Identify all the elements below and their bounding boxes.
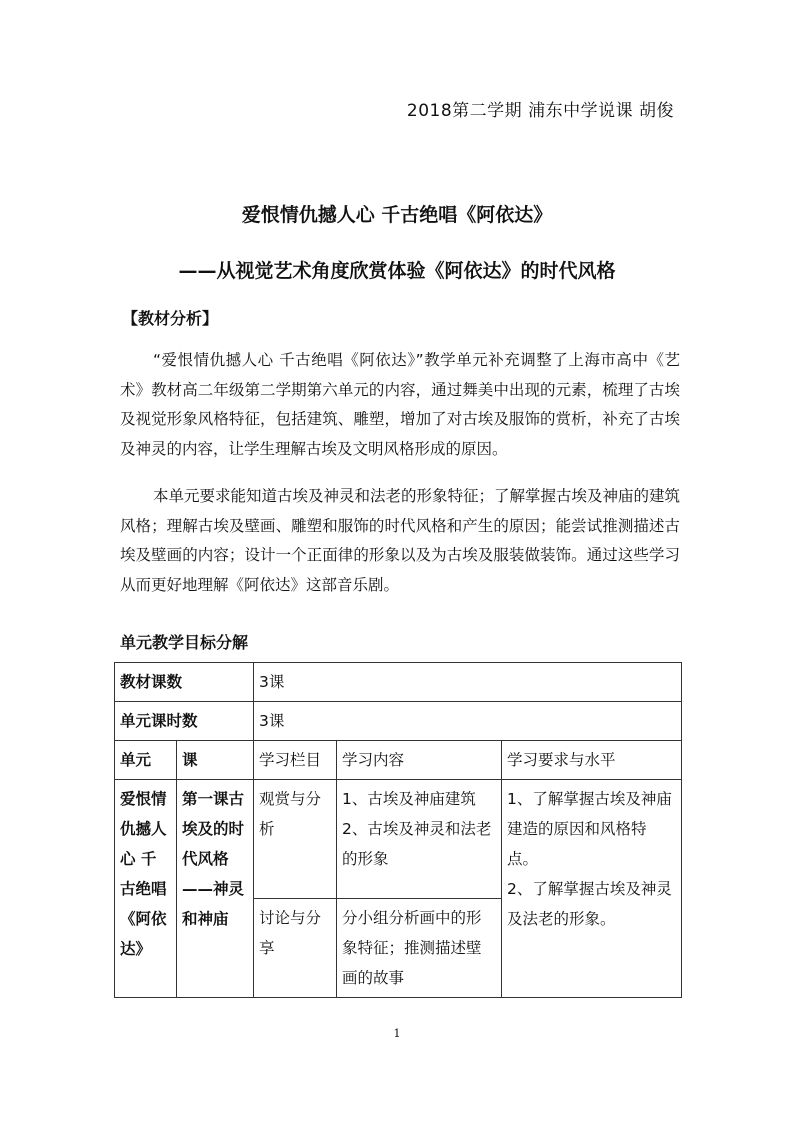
study-column-cell: 观赏与分析 [254, 780, 337, 899]
study-content-cell: 分小组分析画中的形象特征；推测描述壁画的故事 [337, 899, 502, 998]
document-header: 2018第二学期 浦东中学说课 胡俊 [406, 101, 674, 121]
header-lesson: 课 [177, 741, 254, 780]
table-row [115, 663, 682, 702]
header-content: 学习内容 [337, 741, 502, 780]
study-requirement-cell: 1、了解掌握古埃及神庙建造的原因和风格特点。 2、了解掌握古埃及神灵及法老的形象。 [502, 780, 682, 998]
paragraph-material-analysis-1: “爱恨情仇撼人心 千古绝唱《阿依达》”教学单元补充调整了上海市高中《艺术》教材高二年级第二学期第六单元的内容，通过舞美中出现的元素，梳理了古埃及视觉形象风格特征，包括建筑、雕塑，增加了对古埃及服饰的赏析，补充了古埃及神灵的内容，让学生理解古埃及文明风格形成的原因。 [120, 351, 680, 458]
table-header-row [115, 741, 682, 780]
table-row [115, 780, 682, 899]
study-content-cell: 1、古埃及神庙建筑 2、古埃及神灵和法老的形象 [337, 780, 502, 899]
unit-hours-label: 单元课时数 [115, 702, 254, 741]
header-unit: 单元 [115, 741, 177, 780]
study-column-cell: 讨论与分享 [254, 899, 337, 998]
header-column: 学习栏目 [254, 741, 337, 780]
document-subtitle: ——从视觉艺术角度欣赏体验《阿依达》的时代风格 [178, 260, 616, 282]
section-heading-material-analysis: 【教材分析】 [122, 309, 219, 328]
unit-name-cell: 爱恨情仇撼人心 千古绝唱《阿依达》 [115, 780, 177, 998]
unit-goals-table [114, 662, 682, 998]
header-requirement: 学习要求与水平 [502, 741, 682, 780]
lesson-count-label: 教材课数 [115, 663, 254, 702]
paragraph-material-analysis-2: 本单元要求能知道古埃及神灵和法老的形象特征；了解掌握古埃及神庙的建筑风格；理解古埃及壁画、雕塑和服饰的时代风格和产生的原因；能尝试推测描述古埃及壁画的内容；设计一个正面律的形象以及为古埃及服装做装饰。通过这些学习从而更好地理解《阿依达》这部音乐剧。 [120, 487, 681, 594]
page-number: 1 [393, 1027, 401, 1040]
lesson-name-cell: 第一课古埃及的时代风格——神灵和神庙 [177, 780, 254, 998]
lesson-count-value: 3课 [254, 663, 682, 702]
document-title: 爱恨情仇撼人心 千古绝唱《阿依达》 [241, 204, 553, 226]
table-heading: 单元教学目标分解 [120, 633, 249, 652]
unit-hours-value: 3课 [254, 702, 682, 741]
table-row [115, 702, 682, 741]
